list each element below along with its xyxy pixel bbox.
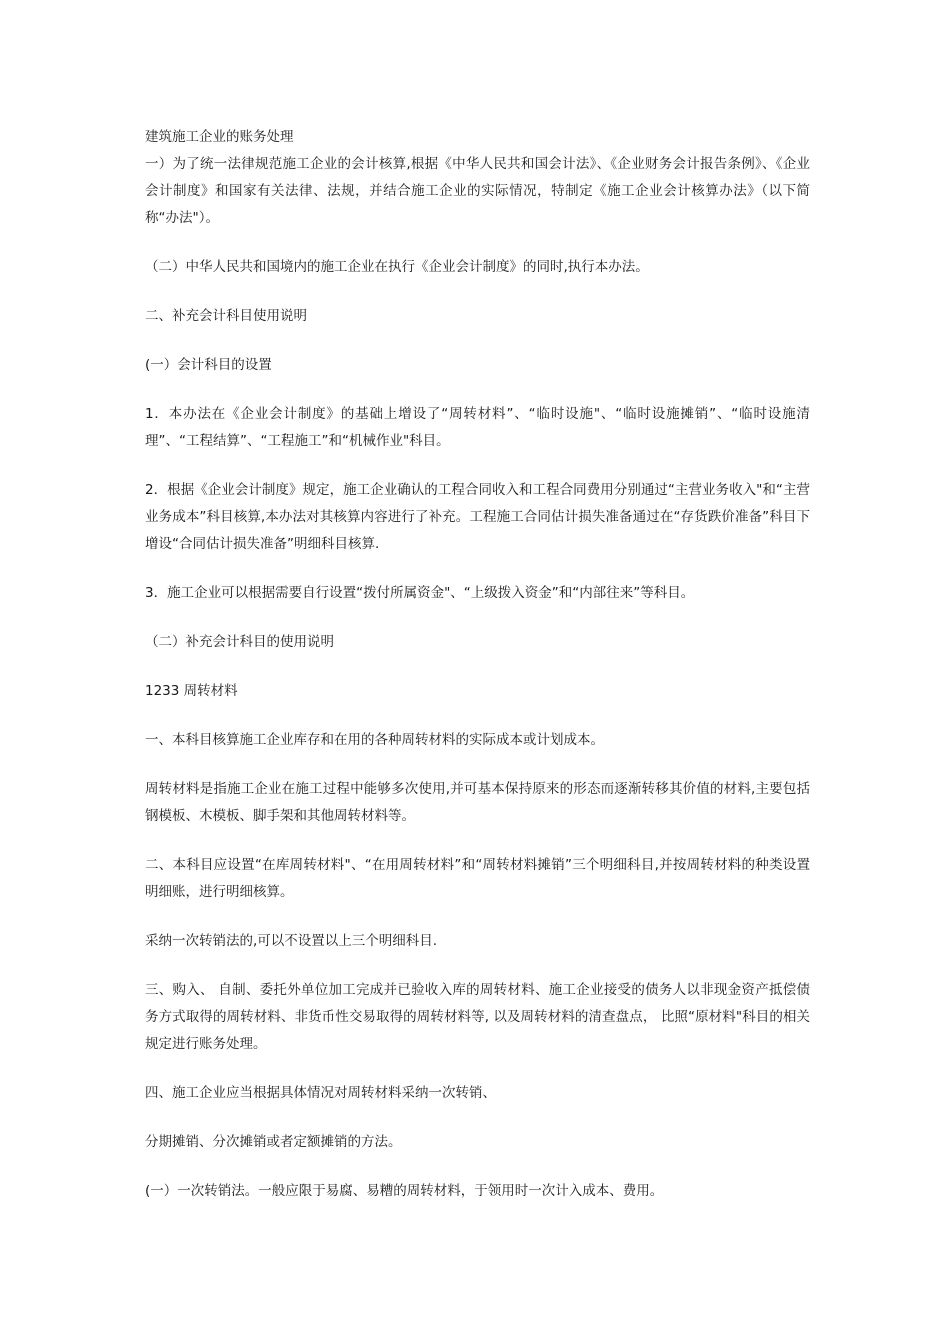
spacer bbox=[145, 232, 810, 254]
spacer bbox=[145, 1156, 810, 1178]
spacer bbox=[145, 281, 810, 303]
paragraph-legal-basis: 一）为了统一法律规范施工企业的会计核算,根据《中华人民共和国会计法》、《企业财务会计报告条例》、《企业会计制度》和国家有关法律、法规，并结合施工企业的实际情况，特制定《施工企业会计核算办法》（以下简称“办法"）。 bbox=[145, 156, 810, 226]
spacer bbox=[145, 830, 810, 852]
spacer bbox=[145, 955, 810, 977]
spacer bbox=[145, 705, 810, 727]
spacer bbox=[145, 906, 810, 928]
subsection-heading-usage-notes: （二）补充会计科目的使用说明 bbox=[145, 634, 334, 650]
section-heading-supplementary-accounts: 二、补充会计科目使用说明 bbox=[145, 308, 307, 324]
paragraph-one-time-writeoff-note: 采纳一次转销法的,可以不设置以上三个明细科目. bbox=[145, 933, 438, 949]
spacer bbox=[145, 1058, 810, 1080]
paragraph-sub-accounts: 二、本科目应设置“在库周转材料"、“在用周转材料”和“周转材料摊销”三个明细科目,并按周转材料的种类设置明细账，进行明细核算。 bbox=[145, 857, 810, 900]
paragraph-definition: 周转材料是指施工企业在施工过程中能够多次使用,并可基本保持原来的形态而逐渐转移其价值的材料,主要包括钢模板、木模板、脚手架和其他周转材料等。 bbox=[145, 781, 810, 824]
spacer bbox=[145, 455, 810, 477]
paragraph-one-time-method: (一）一次转销法。一般应限于易腐、易糟的周转材料，于领用时一次计入成本、费用。 bbox=[145, 1183, 664, 1199]
spacer bbox=[145, 656, 810, 678]
spacer bbox=[145, 379, 810, 401]
paragraph-acquisition: 三、购入、 自制、委托外单位加工完成并已验收入库的周转材料、施工企业接受的债务人以非现金资产抵偿债务方式取得的周转材料、非货币性交易取得的周转材料等, 以及周转材料的清查盘点， 比照“原材料"科目的相关规定进行账务处理。 bbox=[145, 982, 810, 1052]
spacer bbox=[145, 558, 810, 580]
paragraph-scope: （二）中华人民共和国境内的施工企业在执行《企业会计制度》的同时,执行本办法。 bbox=[145, 259, 649, 275]
paragraph-account-scope: 一、本科目核算施工企业库存和在用的各种周转材料的实际成本或计划成本。 bbox=[145, 732, 604, 748]
paragraph-methods-intro: 四、施工企业应当根据具体情况对周转材料采纳一次转销、 bbox=[145, 1085, 496, 1101]
spacer bbox=[145, 607, 810, 629]
paragraph-item-3: 3．施工企业可以根据需要自行设置“拨付所属资金"、“上级拨入资金”和“内部往来”等科目。 bbox=[145, 585, 695, 601]
spacer bbox=[145, 330, 810, 352]
spacer bbox=[145, 754, 810, 776]
document-title: 建筑施工企业的账务处理 bbox=[145, 129, 294, 145]
subsection-heading-account-setup: (一）会计科目的设置 bbox=[145, 357, 272, 373]
paragraph-item-2: 2．根据《企业会计制度》规定，施工企业确认的工程合同收入和工程合同费用分别通过“主营业务收入"和“主营业务成本”科目核算,本办法对其核算内容进行了补充。工程施工合同估计损失准备通过在“存货跌价准备”科目下增设“合同估计损失准备”明细科目核算. bbox=[145, 482, 810, 552]
paragraph-methods-list: 分期摊销、分次摊销或者定额摊销的方法。 bbox=[145, 1134, 402, 1150]
spacer bbox=[145, 1107, 810, 1129]
document-body bbox=[145, 124, 810, 1205]
paragraph-item-1: 1．本办法在《企业会计制度》的基础上增设了“周转材料”、“临时设施"、“临时设施摊销”、“临时设施清理”、“工程结算”、“工程施工”和“机械作业"科目。 bbox=[145, 406, 810, 449]
account-heading-1233: 1233 周转材料 bbox=[145, 683, 238, 699]
